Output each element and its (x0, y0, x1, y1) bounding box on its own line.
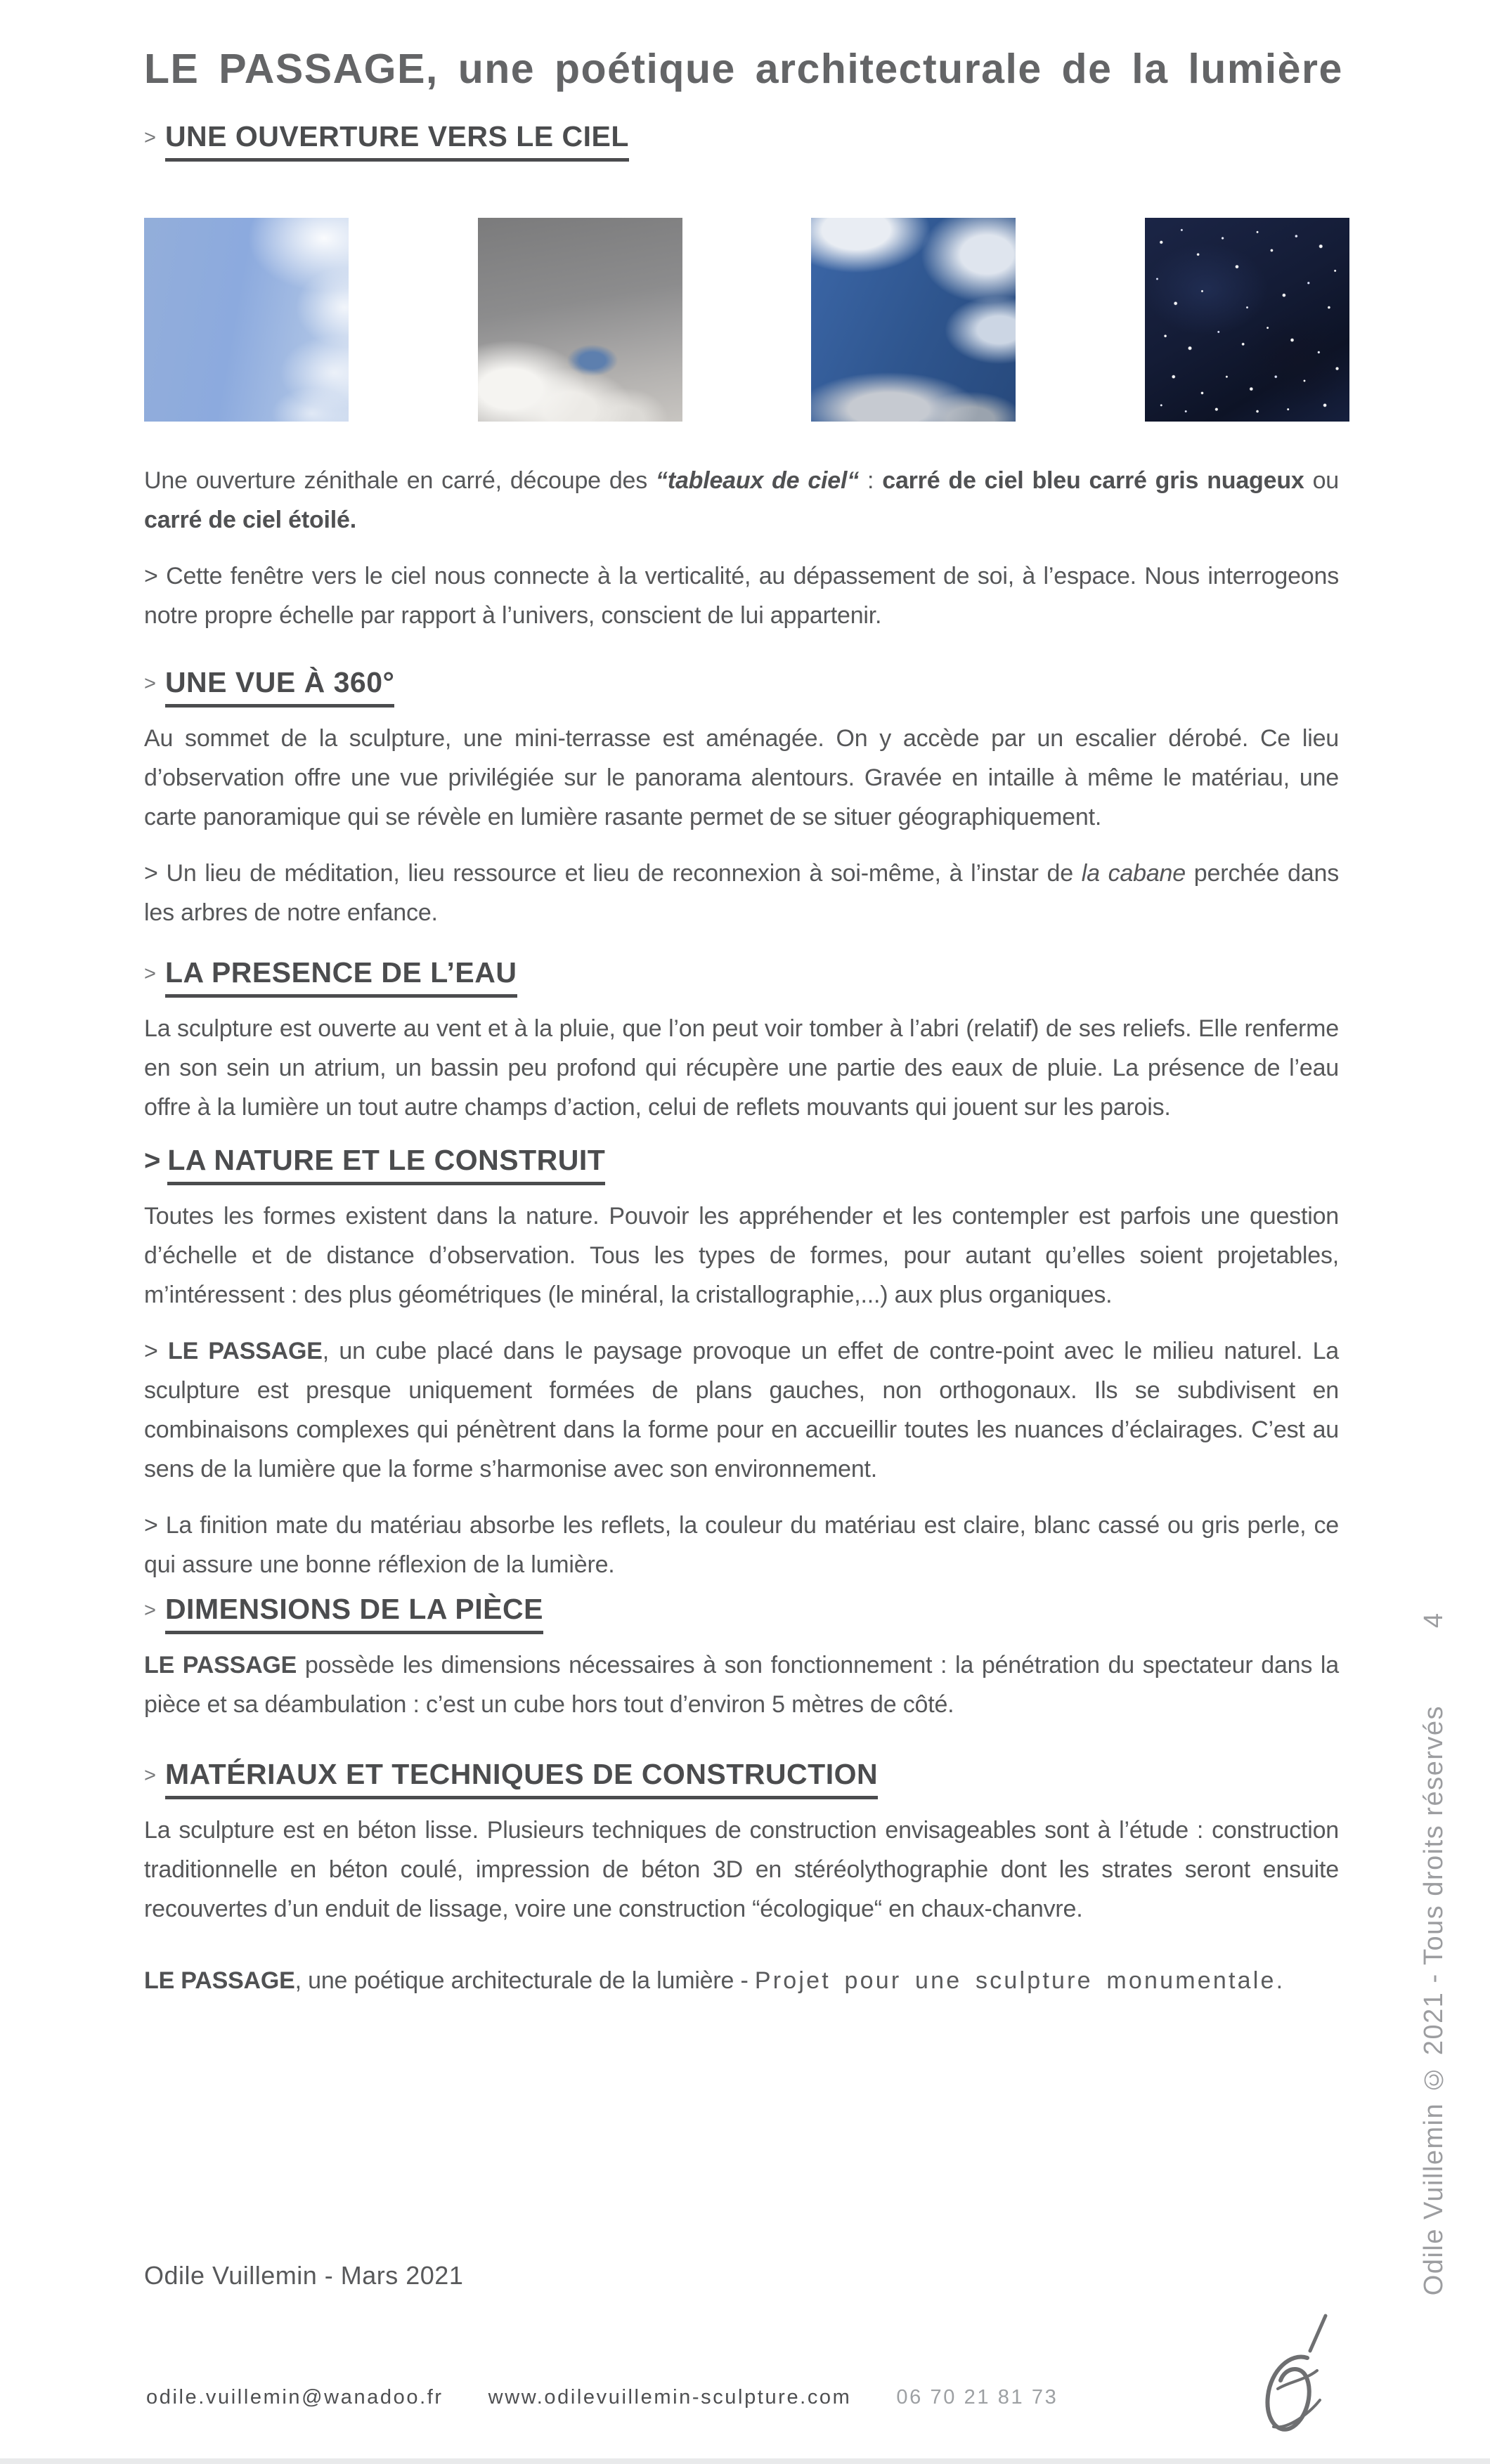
page-bottom-strip (0, 2458, 1490, 2464)
paragraph: > Un lieu de méditation, lieu ressource et lieu de reconnexion à soi-même, à l’instar de la cabane perchée dans les arbres de notre enfance. (144, 859, 1339, 926)
paragraph: > LE PASSAGE, un cube placé dans le paysage provoque un effet de contre-point avec le milieu naturel. La sculpture est presque uniquement formées de plans gauches, non orthogonaux. Ils se subdivisent en combinaisons complexes qui pénètrent dans la forme pour en accueillir toutes les nuances d’éclairages. C’est au sens de la lumière que la forme s’harmonise avec son environnement. (144, 1337, 1340, 1482)
section-heading-vue360: > UNE VUE À 360° (144, 666, 1339, 708)
paragraph: > La finition mate du matériau absorbe les reflets, la couleur du matériau est claire, blanc cassé ou gris perle, ce qui assure une bonne réflexion de la lumière. (144, 1511, 1339, 1578)
chevron-prefix: > (144, 962, 156, 985)
chevron-prefix: > (144, 1598, 156, 1622)
sky-image-blue-clouds (811, 218, 1016, 422)
paragraph: Toutes les formes existent dans la nature. Pouvoir les appréhender et les contempler est parfois une question d’échelle et de distance d’observation. Tous les types de formes, pour autant qu’elles soient projetables, m’intéressent : des plus géométriques (le minéral, la cristallographie,...) aux plus organiques. (144, 1202, 1339, 1308)
page-title: LE PASSAGE, une poétique architecturale de la lumière (144, 46, 1343, 92)
section-heading-eau: > LA PRESENCE DE L’EAU (144, 956, 1339, 998)
section-heading-nature: > LA NATURE ET LE CONSTRUIT (144, 1144, 1339, 1185)
chevron-prefix: > (144, 672, 156, 695)
chevron-prefix: > (144, 1764, 156, 1787)
page-number: 4 (1419, 1612, 1449, 1628)
paragraph: Au sommet de la sculpture, une mini-terrasse est aménagée. On y accède par un escalier dérobé. Ce lieu d’observation offre une vue privilégiée sur le panorama alentours. Gravée en intaille à même le matériau, une carte panoramique qui se révèle en lumière rasante permet de se situer géographiquement. (144, 724, 1339, 830)
paragraph: La sculpture est ouverte au vent et à la pluie, que l’on peut voir tomber à l’abri (relatif) de ses reliefs. Elle renferme en son sein un atrium, un bassin peu profond qui récupère une partie des eaux de pluie. La présence de l’eau offre à la lumière un tout autre champs d’action, celui de reflets mouvants qui jouent sur les parois. (144, 1015, 1339, 1121)
sky-image-grey-cloudy (478, 218, 682, 422)
chevron-prefix: > (144, 126, 156, 149)
phone-number: 06 70 21 81 73 (896, 2386, 1058, 2408)
paragraph: Une ouverture zénithale en carré, découpe des “tableaux de ciel“ : carré de ciel bleu carré gris nuageux ou carré de ciel étoilé. (144, 467, 1339, 533)
vertical-copyright-text: Odile Vuillemin © 2021 - Tous droits réservés (1419, 1704, 1449, 2295)
signature-monogram-icon (1250, 2303, 1348, 2444)
section-heading-ouverture: > UNE OUVERTURE VERS LE CIEL (144, 120, 1339, 162)
sky-image-blue (144, 218, 349, 422)
paragraph: LE PASSAGE possède les dimensions nécessaires à son fonctionnement : la pénétration du spectateur dans la pièce et sa déambulation : c’est un cube hors tout d’environ 5 mètres de côté. (144, 1651, 1339, 1718)
paragraph: > Cette fenêtre vers le ciel nous connecte à la verticalité, au dépassement de soi, à l’espace. Nous interrogeons notre propre échelle par rapport à l’univers, conscient de lui appartenir. (144, 562, 1339, 629)
author-byline: Odile Vuillemin - Mars 2021 (144, 2261, 464, 2290)
section-heading-materiaux: > MATÉRIAUX ET TECHNIQUES DE CONSTRUCTION (144, 1758, 1339, 1799)
section-heading-dimensions: > DIMENSIONS DE LA PIÈCE (144, 1593, 1339, 1634)
website-link[interactable]: www.odilevuillemin-sculpture.com (488, 2386, 852, 2408)
footer-contact-bar (146, 2386, 1058, 2409)
sky-image-starry (1145, 218, 1349, 422)
paragraph: La sculpture est en béton lisse. Plusieurs techniques de construction envisageables sont à l’étude : construction traditionnelle en béton coulé, impression de béton 3D en stéréolythographie dont les strates seront ensuite recouvertes d’un enduit de lissage, voire une construction “écologique“ en chaux-chanvre. (144, 1816, 1339, 1922)
email-link[interactable]: odile.vuillemin@wanadoo.fr (146, 2386, 443, 2408)
closing-line: LE PASSAGE, une poétique architecturale de la lumière - Projet pour une sculpture monumentale. (144, 1967, 1285, 1994)
chevron-prefix: > (144, 1145, 161, 1176)
sky-images-row (144, 218, 1349, 422)
page-content (144, 0, 1343, 2000)
